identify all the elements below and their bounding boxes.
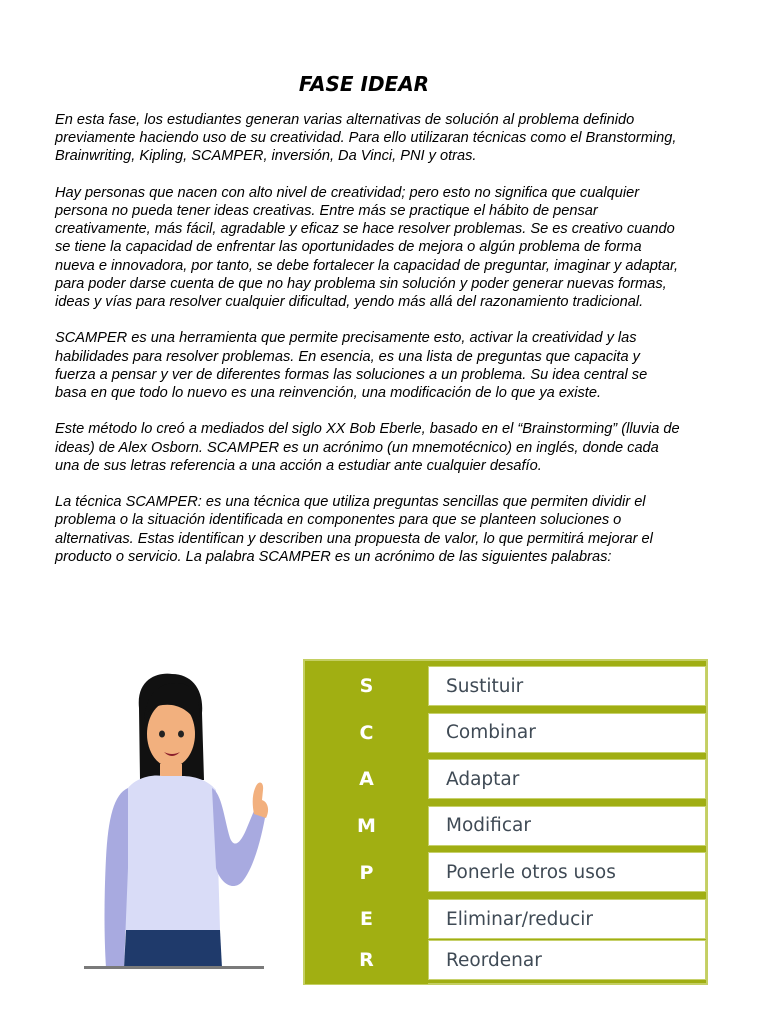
scamper-row-e: [305, 896, 706, 943]
scamper-word: Reordenar: [428, 940, 706, 980]
scamper-word: Eliminar/reducir: [428, 899, 706, 939]
scamper-letter: M: [305, 803, 428, 850]
paragraph-origin: Este método lo creó a mediados del siglo XX Bob Eberle, basado en el “Brainstorming” (lluvia de ideas) de Alex Osborn. SCAMPER es un acrónimo (un mnemotécnico) en inglés, donde cada una de sus letras referencia a una acción a estudiar ante cualquier desafío.: [55, 421, 680, 474]
woman-pointing-illustration: [84, 668, 274, 974]
scamper-word: Combinar: [428, 713, 706, 753]
scamper-word: Sustituir: [428, 666, 706, 706]
paragraph-scamper-tool: SCAMPER es una herramienta que permite precisamente esto, activar la creatividad y las habilidades para resolver problemas. En esencia, es una lista de preguntas que capacita y fuerza a pensar y ver de diferentes formas las soluciones a un problema. Su idea central se basa en que todo lo nuevo es una reinvención, una modificación de lo que ya existe.: [55, 330, 648, 402]
paragraph-intro: En esta fase, los estudiantes generan varias alternativas de solución al problema definido previamente haciendo uso de su creatividad. Para ello utilizaran técnicas como el Branstorming, Brainwriting, Kipling, SCAMPER, inversión, Da Vinci, PNI y otras.: [55, 112, 677, 165]
scamper-word: Ponerle otros usos: [428, 852, 706, 892]
scamper-word: Modificar: [428, 806, 706, 846]
scamper-row-a: [305, 756, 706, 803]
scamper-row-p: [305, 849, 706, 896]
paragraph-technique: La técnica SCAMPER: es una técnica que utiliza preguntas sencillas que permiten dividir el problema o la situación identificada en componentes para que se planteen soluciones o alternativas. Estas identifican y describen una propuesta de valor, lo que permitirá mejorar el producto o servicio. La palabra SCAMPER es un acrónimo de las siguientes palabras:: [55, 494, 653, 565]
scamper-word: Adaptar: [428, 759, 706, 799]
scamper-letter: C: [305, 710, 428, 757]
scamper-letter: E: [305, 896, 428, 943]
scamper-letter: A: [305, 756, 428, 803]
scamper-row-m: [305, 803, 706, 850]
scamper-row-c: [305, 710, 706, 757]
page-title: FASE IDEAR: [298, 72, 430, 96]
scamper-row-r: [305, 937, 706, 984]
woman-pointing-icon: [84, 668, 274, 974]
scamper-row-s: [305, 663, 706, 710]
scamper-letter: P: [305, 849, 428, 896]
paragraph-creativity: Hay personas que nacen con alto nivel de creatividad; pero esto no significa que cualquier persona no pueda tener ideas creativas. Entre más se practique el hábito de pensar creativamente, más fácil, agradable y eficaz se hace resolver problemas. Se es creativo cuando se tiene la capacidad de enfrentar las oportunidades de mejora o algún problema de forma nueva e innovadora, por tanto, se debe fortalecer la capacidad de preguntar, imaginar y adaptar, para poder darse cuenta de que no hay problema sin solución y poder generar nuevas formas, ideas y vías para resolver cualquier dificultad, yendo más allá del razonamiento tradicional.: [55, 184, 679, 311]
body-text: [55, 111, 680, 584]
scamper-letter: S: [305, 663, 428, 710]
scamper-letter: R: [305, 937, 428, 984]
scamper-table: [303, 659, 708, 985]
